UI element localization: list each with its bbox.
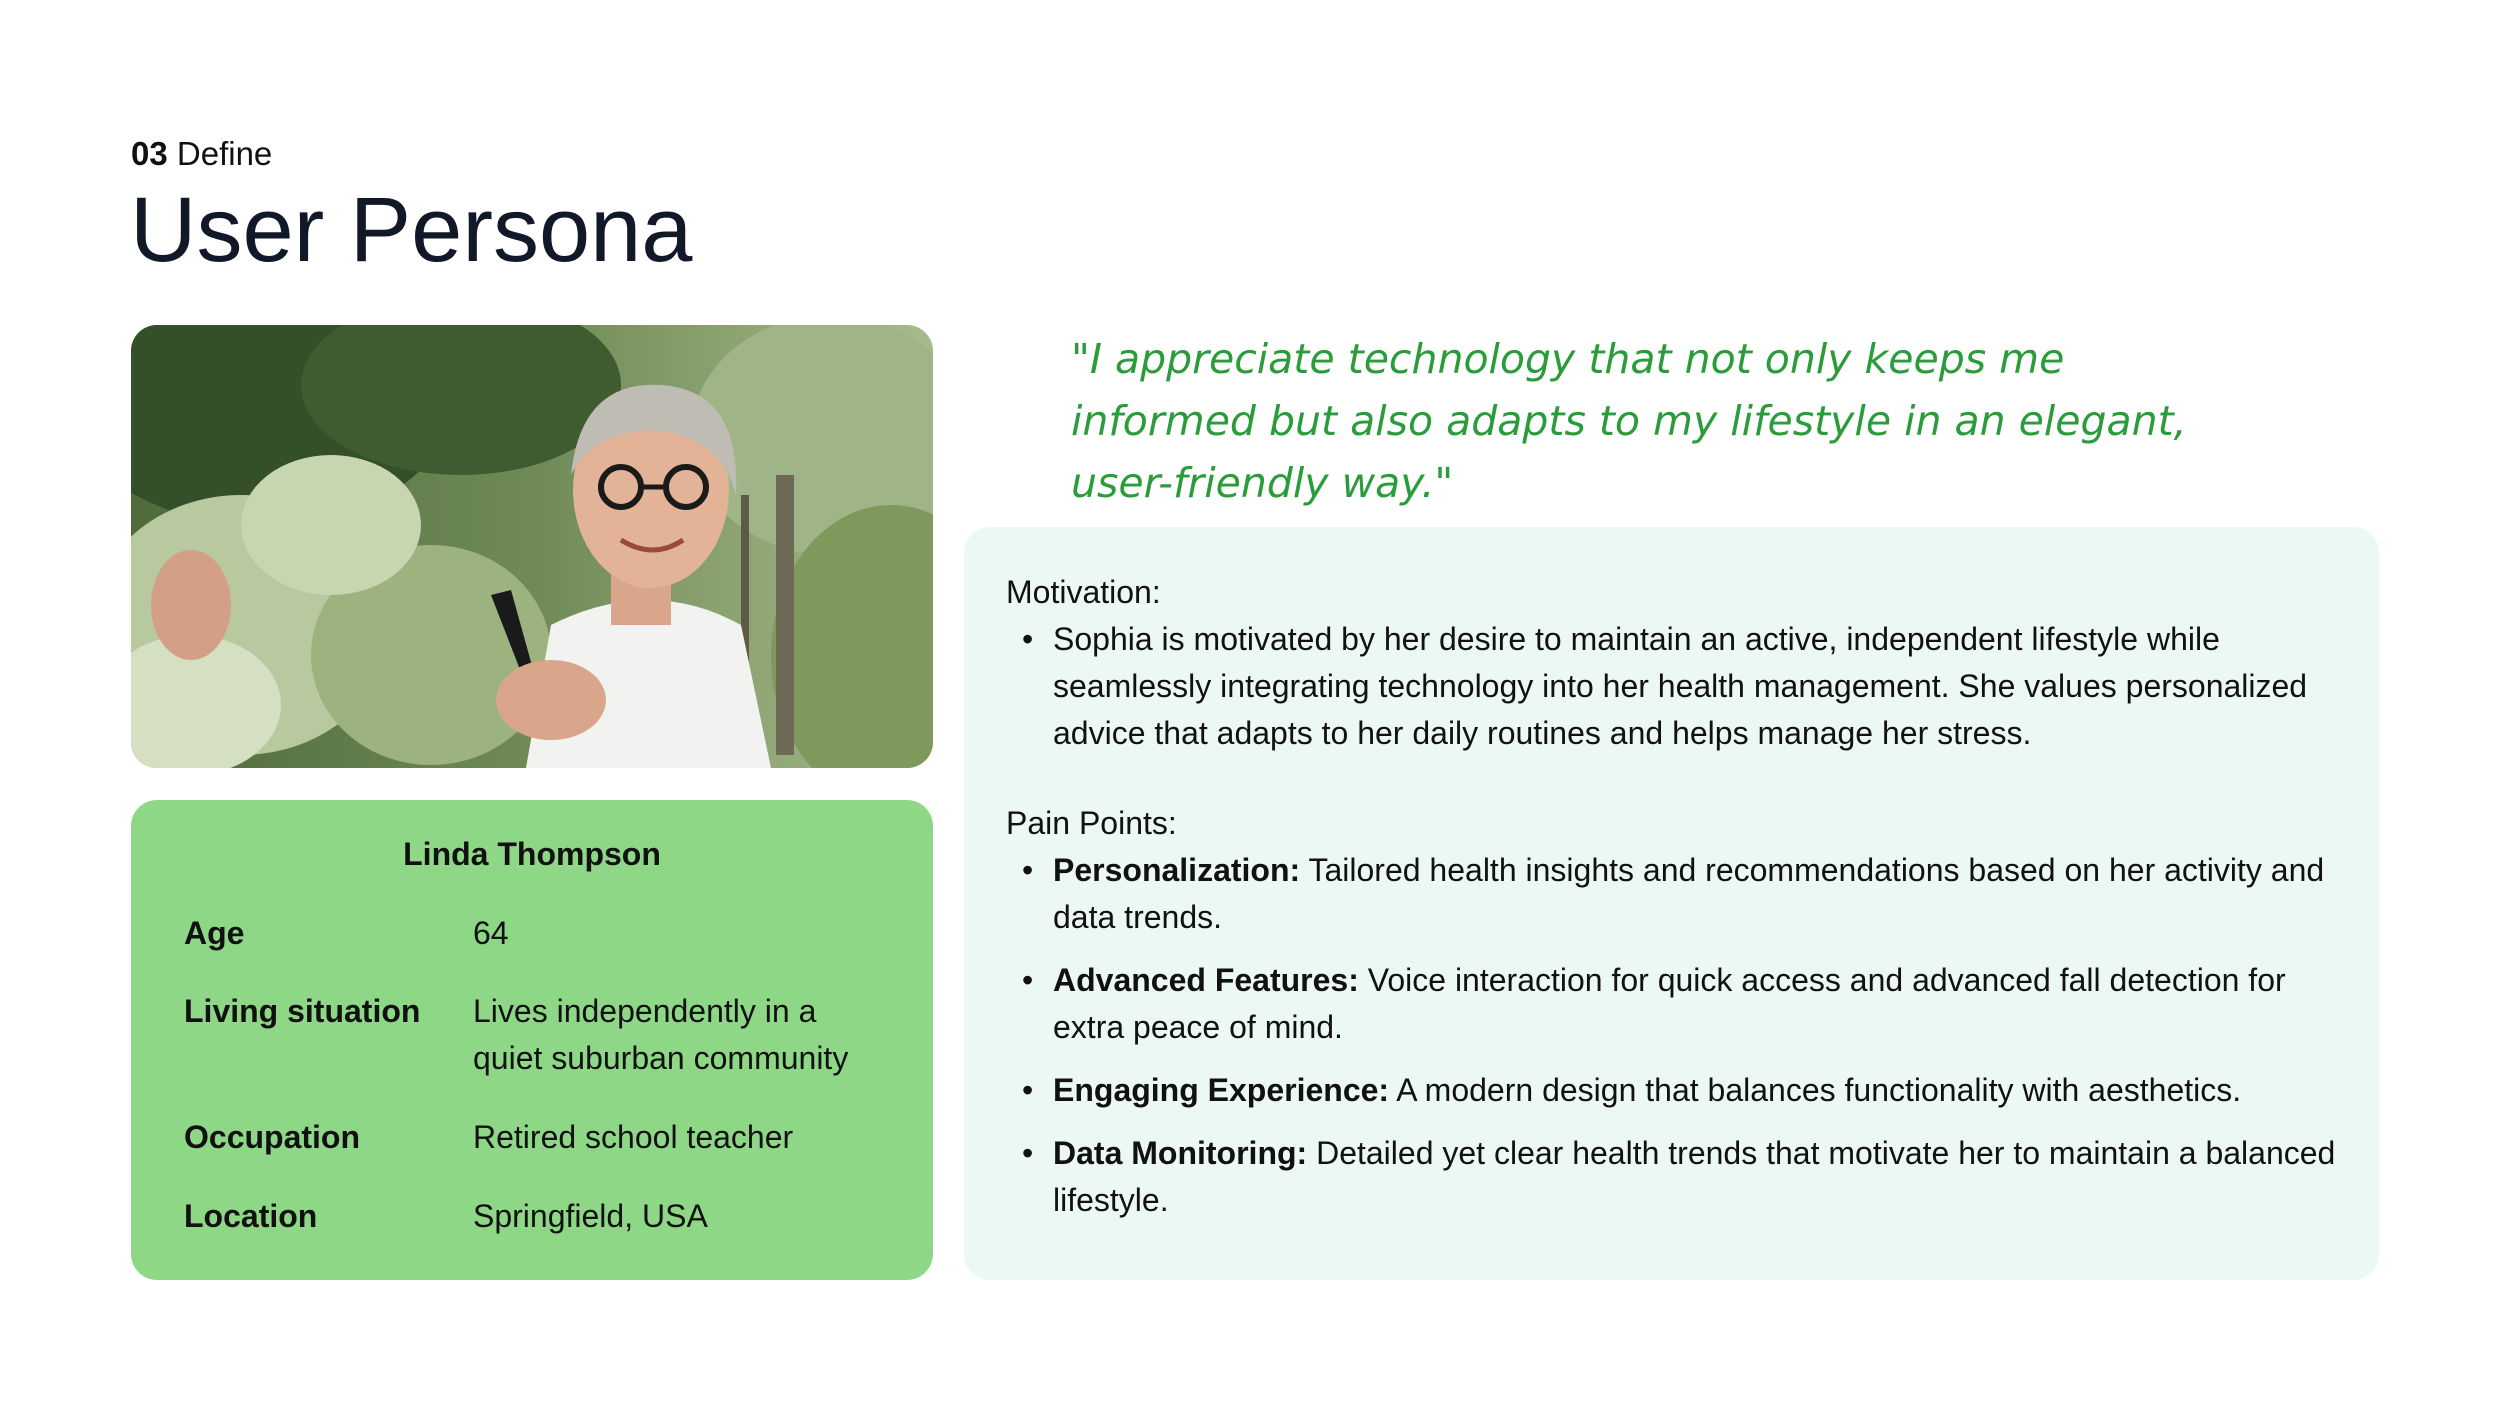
pain-point-title: Personalization: [1053,852,1301,888]
profile-name: Linda Thompson [403,836,661,872]
pain-point-text: A modern design that balances functionality with aesthetics. [1396,1072,2242,1108]
pain-point-text: Voice interaction for quick access and advanced fall detection for extra peace of mind. [1053,962,2286,1045]
profile-card [131,800,933,1280]
profile-label: Age [184,915,245,951]
persona-photo [131,325,933,768]
pain-point-text: Tailored health insights and recommendations based on her activity and data trends. [1053,852,2325,935]
pain-point-text: Detailed yet clear health trends that motivate her to maintain a balanced lifestyle. [1053,1135,2336,1218]
page-title: User Persona [130,179,693,281]
profile-label: Living situation [184,993,421,1029]
details-card [964,527,2379,1280]
section-name: Define [176,135,273,172]
motivation-text: Sophia is motivated by her desire to maintain an active, independent lifestyle while seamlessly integrating technology into her health management. She values personalized advice that adapts to her daily routines and helps manage her stress. [1053,621,2308,751]
profile-label: Occupation [184,1119,361,1155]
persona-quote: "I appreciate technology that not only keeps me informed but also adapts to my lifestyle in an elegant, user-friendly way." [1071,335,2187,507]
profile-value: 64 [473,915,509,951]
bullet-icon: • [1022,852,1034,888]
pain-point-title: Data Monitoring: [1053,1135,1308,1171]
bullet-icon: • [1022,962,1034,998]
bullet-icon: • [1022,1072,1034,1108]
section-label [131,134,272,174]
profile-label: Location [184,1198,318,1234]
persona-photo-illustration [131,325,933,768]
bullet-icon: • [1022,621,1034,657]
section-number: 03 [131,135,168,172]
pain-points-heading: Pain Points: [1006,805,1177,841]
pain-point-title: Engaging Experience: [1053,1072,1390,1108]
motivation-heading: Motivation: [1006,574,1161,610]
profile-value: Springfield, USA [473,1198,708,1234]
pain-point-title: Advanced Features: [1053,962,1359,998]
bullet-icon: • [1022,1135,1034,1171]
profile-value: Retired school teacher [473,1119,794,1155]
profile-value: Lives independently in a quiet suburban community [473,993,849,1076]
